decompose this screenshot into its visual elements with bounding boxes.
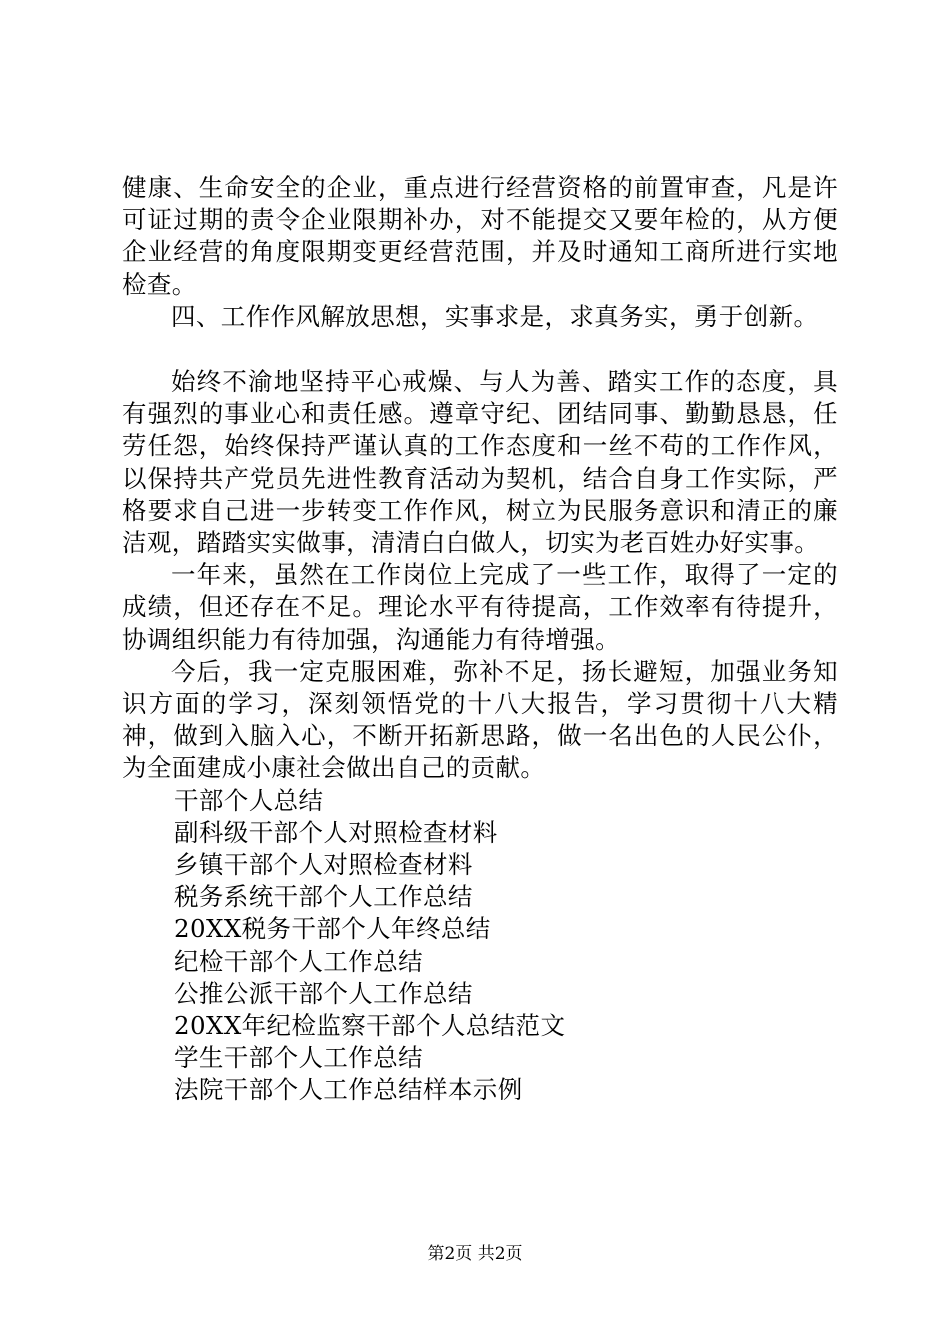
related-article-item[interactable]: 20XX税务干部个人年终总结	[174, 914, 491, 944]
body-paragraph-future: 今后，我一定克服困难，弥补不足，扬长避短，加强业务知识方面的学习，深刻领悟党的十八大报告，学习贯彻十八大精神，做到入脑入心，不断开拓新思路，做一名出色的人民公仆，为全面建成小康社会做出自己的贡献。	[122, 656, 838, 783]
page-number-footer: 第2页 共2页	[427, 1244, 523, 1264]
related-article-item[interactable]: 纪检干部个人工作总结	[174, 946, 423, 976]
related-article-item[interactable]: 税务系统干部个人工作总结	[174, 882, 473, 912]
related-article-item[interactable]: 学生干部个人工作总结	[174, 1043, 423, 1073]
related-article-item[interactable]: 20XX年纪检监察干部个人总结范文	[174, 1011, 566, 1041]
document-body	[122, 172, 838, 1107]
body-paragraph-attitude: 始终不渝地坚持平心戒燥、与人为善、踏实工作的态度，具有强烈的事业心和责任感。遵章守纪、团结同事、勤勤恳恳，任劳任怨，始终保持严谨认真的工作态度和一丝不苟的工作作风，以保持共产党员先进性教育活动为契机，结合自身工作实际，严格要求自己进一步转变工作作风，树立为民服务意识和清正的廉洁观，踏踏实实做事，清清白白做人，切实为老百姓办好实事。	[122, 367, 838, 558]
related-article-item[interactable]: 干部个人总结	[174, 785, 324, 815]
body-paragraph-shortcomings: 一年来，虽然在工作岗位上完成了一些工作，取得了一定的成绩，但还存在不足。理论水平有待提高，工作效率有待提升，协调组织能力有待加强，沟通能力有待增强。	[122, 560, 838, 654]
related-articles-list	[122, 785, 838, 1107]
related-article-item[interactable]: 公推公派干部个人工作总结	[174, 978, 473, 1008]
body-paragraph-continued: 健康、生命安全的企业，重点进行经营资格的前置审查，凡是许可证过期的责令企业限期补办，对不能提交又要年检的，从方便企业经营的角度限期变更经营范围，并及时通知工商所进行实地检查。	[122, 173, 838, 299]
related-article-item[interactable]: 副科级干部个人对照检查材料	[174, 817, 498, 847]
related-article-item[interactable]: 乡镇干部个人对照检查材料	[174, 850, 473, 880]
section-heading-work-style: 四、工作作风解放思想，实事求是，求真务实，勇于创新。	[171, 301, 819, 331]
related-article-item[interactable]: 法院干部个人工作总结样本示例	[174, 1075, 523, 1105]
